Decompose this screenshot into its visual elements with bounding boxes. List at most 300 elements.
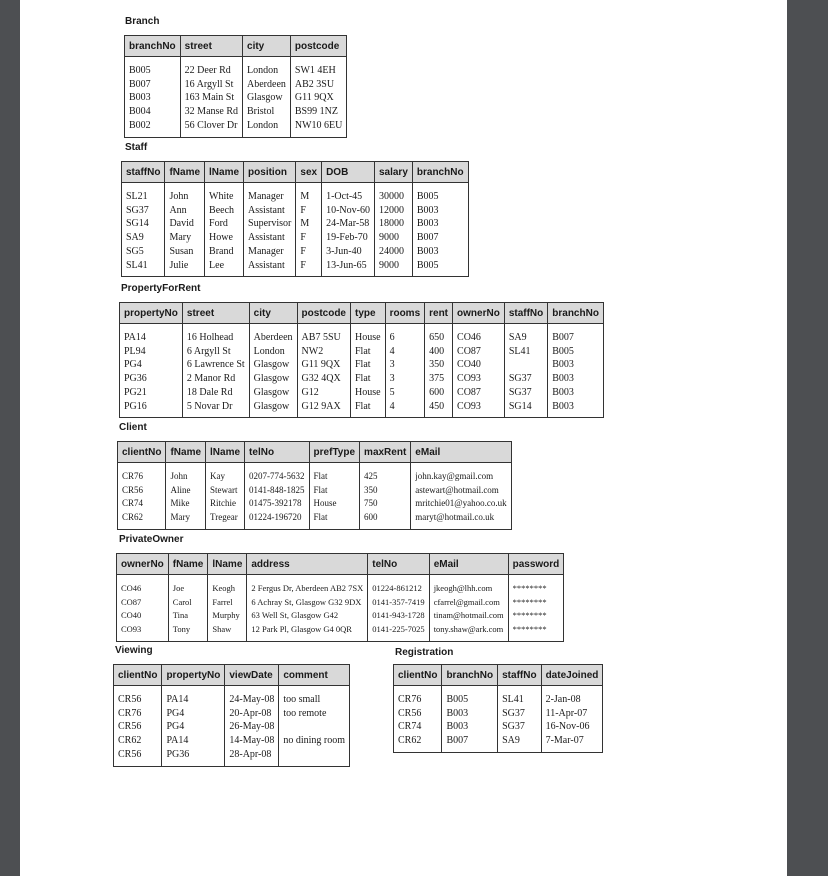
table-row — [117, 609, 564, 623]
table-cell: 24-Mar-58 — [322, 217, 375, 231]
header-row — [120, 303, 604, 324]
table-cell: B003 — [412, 204, 468, 218]
table-row — [122, 204, 469, 218]
table-cell: 16-Nov-06 — [541, 720, 603, 734]
table-row — [114, 720, 350, 734]
column-header: fName — [168, 554, 208, 575]
table-cell: B005 — [412, 183, 468, 204]
table-cell: Aberdeen — [243, 78, 291, 92]
table-cell: SA9 — [504, 324, 547, 345]
table-row — [120, 372, 604, 386]
table-cell: CR56 — [114, 720, 162, 734]
table-cell: Carol — [168, 596, 208, 610]
table-cell: CR76 — [114, 707, 162, 721]
table-row — [117, 623, 564, 641]
table-cell: 20-Apr-08 — [225, 707, 279, 721]
table-cell: 01224-196720 — [245, 511, 310, 529]
table-cell: House — [309, 497, 360, 511]
table-cell: Tregear — [206, 511, 245, 529]
table-cell: Farrel — [208, 596, 247, 610]
column-header: branchNo — [442, 665, 498, 686]
table-cell: CR76 — [394, 686, 442, 707]
table-cell: B007 — [125, 78, 181, 92]
privateowner-table — [116, 553, 564, 642]
table-cell: CO40 — [117, 609, 169, 623]
header-row — [122, 162, 469, 183]
table-cell: CO87 — [117, 596, 169, 610]
table-cell: B003 — [412, 245, 468, 259]
table-cell: SL41 — [498, 686, 541, 707]
table-cell: tinam@hotmail.com — [429, 609, 508, 623]
table-cell: Ford — [205, 217, 244, 231]
table-cell: Mike — [166, 497, 206, 511]
table-cell: Flat — [351, 345, 386, 359]
table-cell: 16 Holhead — [182, 324, 249, 345]
table-cell: 7-Mar-07 — [541, 734, 603, 752]
column-header: rooms — [385, 303, 425, 324]
table-cell: 163 Main St — [180, 91, 242, 105]
table-cell: London — [249, 345, 297, 359]
table-cell: B005 — [125, 57, 181, 78]
table-cell: London — [243, 119, 291, 137]
table-cell: 24-May-08 — [225, 686, 279, 707]
table-cell: G11 9QX — [297, 358, 350, 372]
table-cell: White — [205, 183, 244, 204]
table-row — [394, 686, 603, 707]
table-row — [118, 484, 512, 498]
table-cell: 4 — [385, 345, 425, 359]
table-cell: John — [166, 463, 206, 484]
table-cell: Howe — [205, 231, 244, 245]
table-cell: CR62 — [394, 734, 442, 752]
table-cell: SW1 4EH — [290, 57, 347, 78]
table-cell: 2 Fergus Dr, Aberdeen AB2 7SX — [247, 575, 368, 596]
table-cell: 650 — [425, 324, 453, 345]
table-cell: 9000 — [374, 259, 412, 277]
column-header: staffNo — [504, 303, 547, 324]
column-header: clientNo — [118, 442, 166, 463]
table-cell: Flat — [309, 484, 360, 498]
table-cell: F — [296, 204, 322, 218]
table-cell: ******** — [508, 596, 564, 610]
table-cell: CO93 — [453, 372, 505, 386]
table-row — [122, 245, 469, 259]
table-cell: 6 Lawrence St — [182, 358, 249, 372]
table-cell: NW2 — [297, 345, 350, 359]
header-row — [125, 36, 347, 57]
table-row — [117, 575, 564, 596]
table-cell: no dining room — [279, 734, 350, 748]
table-cell: 375 — [425, 372, 453, 386]
table-cell: 425 — [360, 463, 411, 484]
table-cell: Aberdeen — [249, 324, 297, 345]
table-cell: M — [296, 183, 322, 204]
table-cell: 6 — [385, 324, 425, 345]
table-row — [122, 259, 469, 277]
table-cell: SG37 — [504, 386, 547, 400]
table-row — [125, 119, 347, 137]
table-cell: Glasgow — [249, 386, 297, 400]
column-header: staffNo — [498, 665, 541, 686]
table-cell: B003 — [442, 720, 498, 734]
column-header: lName — [208, 554, 247, 575]
table-cell: PG21 — [120, 386, 183, 400]
table-cell: CR56 — [114, 748, 162, 766]
staff-table — [121, 161, 469, 277]
privateowner-title: PrivateOwner — [119, 534, 184, 545]
column-header: street — [182, 303, 249, 324]
table-cell: Susan — [165, 245, 205, 259]
table-cell: B005 — [412, 259, 468, 277]
table-cell — [279, 748, 350, 766]
column-header: branchNo — [412, 162, 468, 183]
table-cell: 18 Dale Rd — [182, 386, 249, 400]
table-row — [125, 57, 347, 78]
table-cell: AB2 3SU — [290, 78, 347, 92]
table-cell: 6 Argyll St — [182, 345, 249, 359]
table-cell: ******** — [508, 609, 564, 623]
table-cell: 5 — [385, 386, 425, 400]
table-cell: CR74 — [118, 497, 166, 511]
table-cell: 56 Clover Dr — [180, 119, 242, 137]
table-cell: John — [165, 183, 205, 204]
table-cell: 19-Feb-70 — [322, 231, 375, 245]
table-cell: 28-Apr-08 — [225, 748, 279, 766]
table-cell: 9000 — [374, 231, 412, 245]
table-cell: Assistant — [244, 231, 296, 245]
table-row — [120, 386, 604, 400]
table-cell: Tony — [168, 623, 208, 641]
column-header: clientNo — [114, 665, 162, 686]
table-cell: 30000 — [374, 183, 412, 204]
column-header: address — [247, 554, 368, 575]
table-cell: Flat — [351, 358, 386, 372]
column-header: street — [180, 36, 242, 57]
table-cell: CO87 — [453, 345, 505, 359]
table-cell: 2 Manor Rd — [182, 372, 249, 386]
table-row — [122, 183, 469, 204]
table-row — [125, 91, 347, 105]
table-cell: Mary — [166, 511, 206, 529]
table-cell: Ritchie — [206, 497, 245, 511]
client-title: Client — [119, 422, 147, 433]
column-header: DOB — [322, 162, 375, 183]
table-cell: 16 Argyll St — [180, 78, 242, 92]
table-cell: cfarrel@gmail.com — [429, 596, 508, 610]
table-cell: Murphy — [208, 609, 247, 623]
table-cell: ******** — [508, 575, 564, 596]
table-cell: 01475-392178 — [245, 497, 310, 511]
table-cell: 0141-943-1728 — [368, 609, 429, 623]
column-header: telNo — [368, 554, 429, 575]
table-cell: ******** — [508, 623, 564, 641]
column-header: type — [351, 303, 386, 324]
table-row — [125, 78, 347, 92]
column-header: ownerNo — [117, 554, 169, 575]
table-cell: B007 — [412, 231, 468, 245]
table-cell: Flat — [309, 463, 360, 484]
table-cell: Beech — [205, 204, 244, 218]
table-cell: SG14 — [504, 400, 547, 418]
table-cell: 01224-861212 — [368, 575, 429, 596]
table-cell: SG37 — [504, 372, 547, 386]
table-cell: 12000 — [374, 204, 412, 218]
table-cell: B007 — [548, 324, 604, 345]
table-cell: B003 — [548, 386, 604, 400]
table-row — [114, 748, 350, 766]
table-cell: B003 — [548, 400, 604, 418]
column-header: staffNo — [122, 162, 165, 183]
table-row — [114, 734, 350, 748]
table-cell: AB7 5SU — [297, 324, 350, 345]
table-cell — [504, 358, 547, 372]
table-row — [394, 707, 603, 721]
table-cell: 450 — [425, 400, 453, 418]
table-cell: Stewart — [206, 484, 245, 498]
table-cell: House — [351, 386, 386, 400]
table-cell: SL41 — [504, 345, 547, 359]
table-cell: Flat — [351, 372, 386, 386]
viewing-table — [113, 664, 350, 767]
table-cell: jkeogh@lhh.com — [429, 575, 508, 596]
table-cell: Flat — [351, 400, 386, 418]
table-cell: G11 9QX — [290, 91, 347, 105]
viewing-title: Viewing — [115, 645, 153, 656]
column-header: branchNo — [125, 36, 181, 57]
table-cell: Manager — [244, 183, 296, 204]
table-cell: PG4 — [162, 720, 225, 734]
table-cell: PL94 — [120, 345, 183, 359]
table-cell: Glasgow — [249, 400, 297, 418]
document-page — [20, 0, 787, 876]
table-cell: Supervisor — [244, 217, 296, 231]
table-cell: PG36 — [162, 748, 225, 766]
table-cell: BS99 1NZ — [290, 105, 347, 119]
table-cell: CR56 — [394, 707, 442, 721]
table-cell: B003 — [442, 707, 498, 721]
table-cell: Keogh — [208, 575, 247, 596]
table-cell: SA9 — [122, 231, 165, 245]
table-cell: F — [296, 245, 322, 259]
column-header: ownerNo — [453, 303, 505, 324]
table-cell: London — [243, 57, 291, 78]
table-cell: astewart@hotmail.com — [411, 484, 511, 498]
table-cell: NW10 6EU — [290, 119, 347, 137]
table-cell: CO46 — [117, 575, 169, 596]
table-cell: 18000 — [374, 217, 412, 231]
table-row — [120, 400, 604, 418]
column-header: postcode — [297, 303, 350, 324]
table-cell: B003 — [548, 358, 604, 372]
table-cell: B005 — [442, 686, 498, 707]
table-cell: PA14 — [120, 324, 183, 345]
table-cell: CO87 — [453, 386, 505, 400]
column-header: position — [244, 162, 296, 183]
table-cell: john.kay@gmail.com — [411, 463, 511, 484]
table-cell: CO46 — [453, 324, 505, 345]
table-cell: 0141-848-1825 — [245, 484, 310, 498]
table-cell: 3 — [385, 372, 425, 386]
table-cell: Glasgow — [249, 372, 297, 386]
table-cell: B003 — [412, 217, 468, 231]
column-header: eMail — [429, 554, 508, 575]
column-header: prefType — [309, 442, 360, 463]
table-cell: Glasgow — [249, 358, 297, 372]
table-cell: G12 9AX — [297, 400, 350, 418]
table-cell: tony.shaw@ark.com — [429, 623, 508, 641]
table-cell: too small — [279, 686, 350, 707]
column-header: maxRent — [360, 442, 411, 463]
table-cell: 0141-357-7419 — [368, 596, 429, 610]
table-cell: maryt@hotmail.co.uk — [411, 511, 511, 529]
table-cell: 2-Jan-08 — [541, 686, 603, 707]
column-header: fName — [166, 442, 206, 463]
column-header: branchNo — [548, 303, 604, 324]
table-cell: SL41 — [122, 259, 165, 277]
column-header: salary — [374, 162, 412, 183]
table-cell: Aline — [166, 484, 206, 498]
table-row — [120, 358, 604, 372]
table-cell: 1-Oct-45 — [322, 183, 375, 204]
table-cell: 12 Park Pl, Glasgow G4 0QR — [247, 623, 368, 641]
table-cell: Tina — [168, 609, 208, 623]
table-cell: Brand — [205, 245, 244, 259]
table-cell: PA14 — [162, 686, 225, 707]
table-cell: PG16 — [120, 400, 183, 418]
column-header: dateJoined — [541, 665, 603, 686]
table-cell: 350 — [360, 484, 411, 498]
table-cell: G32 4QX — [297, 372, 350, 386]
table-cell: 0207-774-5632 — [245, 463, 310, 484]
table-cell: 350 — [425, 358, 453, 372]
table-row — [122, 231, 469, 245]
table-cell: B004 — [125, 105, 181, 119]
column-header: propertyNo — [162, 665, 225, 686]
staff-title: Staff — [125, 142, 148, 153]
table-cell: 5 Novar Dr — [182, 400, 249, 418]
table-cell: SG37 — [498, 720, 541, 734]
table-cell: Assistant — [244, 204, 296, 218]
table-cell: B003 — [548, 372, 604, 386]
column-header: propertyNo — [120, 303, 183, 324]
table-cell — [279, 720, 350, 734]
table-cell: SG37 — [498, 707, 541, 721]
table-cell: SA9 — [498, 734, 541, 752]
table-cell: 750 — [360, 497, 411, 511]
table-cell: PG4 — [162, 707, 225, 721]
column-header: sex — [296, 162, 322, 183]
column-header: lName — [205, 162, 244, 183]
table-cell: SG5 — [122, 245, 165, 259]
table-cell: SL21 — [122, 183, 165, 204]
table-cell: Mary — [165, 231, 205, 245]
table-row — [114, 686, 350, 707]
column-header: password — [508, 554, 564, 575]
header-row — [118, 442, 512, 463]
table-cell: 14-May-08 — [225, 734, 279, 748]
table-cell: 11-Apr-07 — [541, 707, 603, 721]
table-cell: 24000 — [374, 245, 412, 259]
table-cell: Bristol — [243, 105, 291, 119]
table-cell: Julie — [165, 259, 205, 277]
table-cell: 6 Achray St, Glasgow G32 9DX — [247, 596, 368, 610]
table-cell: 63 Well St, Glasgow G42 — [247, 609, 368, 623]
column-header: viewDate — [225, 665, 279, 686]
table-cell: 4 — [385, 400, 425, 418]
table-cell: CR76 — [118, 463, 166, 484]
table-cell: 400 — [425, 345, 453, 359]
column-header: eMail — [411, 442, 511, 463]
table-row — [118, 497, 512, 511]
table-cell: 32 Manse Rd — [180, 105, 242, 119]
table-cell: G12 — [297, 386, 350, 400]
table-cell: House — [351, 324, 386, 345]
table-row — [120, 345, 604, 359]
table-cell: 13-Jun-65 — [322, 259, 375, 277]
table-cell: SG37 — [122, 204, 165, 218]
table-cell: 3-Jun-40 — [322, 245, 375, 259]
table-cell: mritchie01@yahoo.co.uk — [411, 497, 511, 511]
column-header: fName — [165, 162, 205, 183]
column-header: telNo — [245, 442, 310, 463]
table-cell: B005 — [548, 345, 604, 359]
table-cell: F — [296, 231, 322, 245]
header-row — [394, 665, 603, 686]
table-cell: 600 — [425, 386, 453, 400]
column-header: lName — [206, 442, 245, 463]
table-cell: 26-May-08 — [225, 720, 279, 734]
table-cell: PG36 — [120, 372, 183, 386]
table-cell: M — [296, 217, 322, 231]
table-row — [117, 596, 564, 610]
table-cell: PA14 — [162, 734, 225, 748]
table-cell: CO93 — [453, 400, 505, 418]
table-cell: Kay — [206, 463, 245, 484]
table-cell: 0141-225-7025 — [368, 623, 429, 641]
table-cell: 3 — [385, 358, 425, 372]
column-header: city — [243, 36, 291, 57]
branch-table — [124, 35, 347, 138]
table-cell: Manager — [244, 245, 296, 259]
column-header: clientNo — [394, 665, 442, 686]
table-cell: Ann — [165, 204, 205, 218]
branch-title: Branch — [125, 16, 160, 27]
propertyforrent-title: PropertyForRent — [121, 283, 201, 294]
column-header: city — [249, 303, 297, 324]
table-cell: B002 — [125, 119, 181, 137]
table-cell: 10-Nov-60 — [322, 204, 375, 218]
table-row — [120, 324, 604, 345]
table-cell: Joe — [168, 575, 208, 596]
table-cell: CR62 — [114, 734, 162, 748]
table-cell: 22 Deer Rd — [180, 57, 242, 78]
table-cell: Lee — [205, 259, 244, 277]
table-cell: too remote — [279, 707, 350, 721]
table-cell: CR62 — [118, 511, 166, 529]
column-header: comment — [279, 665, 350, 686]
header-row — [114, 665, 350, 686]
table-cell: CR74 — [394, 720, 442, 734]
table-row — [394, 720, 603, 734]
table-row — [122, 217, 469, 231]
table-row — [118, 511, 512, 529]
column-header: postcode — [290, 36, 347, 57]
table-cell: CR56 — [118, 484, 166, 498]
column-header: rent — [425, 303, 453, 324]
table-cell: SG14 — [122, 217, 165, 231]
table-cell: Flat — [309, 511, 360, 529]
table-cell: CO93 — [117, 623, 169, 641]
